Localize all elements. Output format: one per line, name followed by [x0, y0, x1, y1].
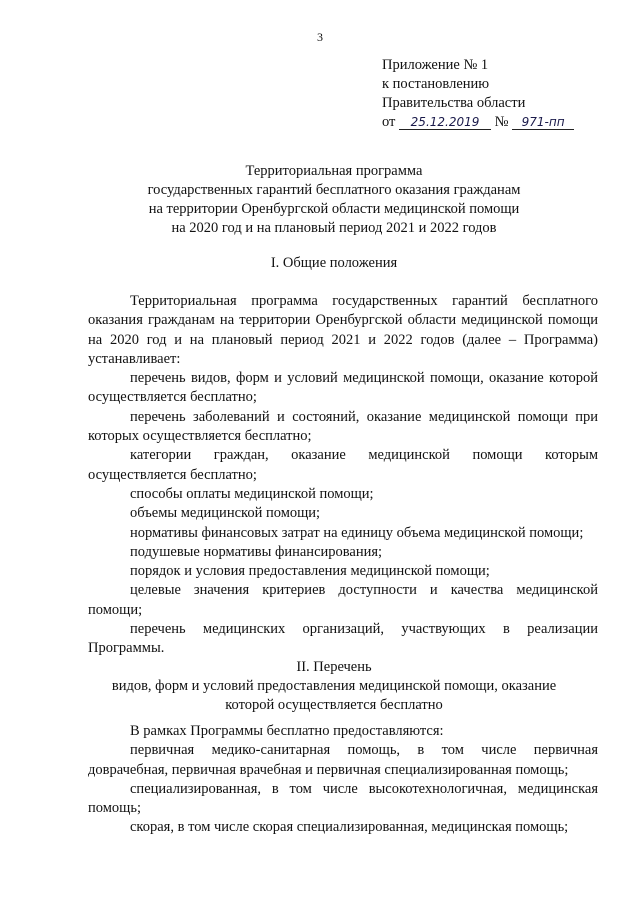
- section-2-heading-line-3: которой осуществляется бесплатно: [225, 697, 443, 713]
- list-item: перечень видов, форм и условий медицинской помощи, оказание которой осуществляется бесплатно;: [88, 370, 598, 406]
- section-2-heading-line-2: видов, форм и условий предоставления медицинской помощи, оказание: [111, 678, 557, 694]
- list-item: подушевые нормативы финансирования;: [130, 543, 383, 560]
- title-line-3: на территории Оренбургской области медицинской помощи: [148, 201, 520, 217]
- appendix-block: [382, 56, 574, 132]
- list-item: категории граждан, оказание медицинской помощи которым осуществляется бесплатно;: [88, 447, 598, 483]
- title-line-1: Территориальная программа: [245, 163, 423, 179]
- appendix-line-1: Приложение № 1: [382, 57, 489, 73]
- number-prefix: №: [494, 114, 509, 130]
- handwritten-number: 971-пп: [512, 115, 574, 130]
- list-item: перечень заболеваний и состояний, оказание медицинской помощи при которых осуществляется бесплатно;: [88, 408, 598, 445]
- program-title: [60, 162, 608, 238]
- appendix-line-2: к постановлению: [382, 76, 490, 92]
- title-line-2: государственных гарантий бесплатного оказания гражданам: [147, 182, 521, 198]
- list-item: порядок и условия предоставления медицинской помощи;: [130, 563, 490, 580]
- section-1-body: [88, 292, 598, 659]
- appendix-line-3: Правительства области: [382, 95, 526, 111]
- handwritten-date: 25.12.2019: [399, 115, 491, 130]
- list-item: нормативы финансовых затрат на единицу объема медицинской помощи;: [130, 524, 584, 541]
- date-prefix: от: [382, 114, 396, 130]
- list-item: скорая, в том числе скорая специализированная, медицинская помощь;: [130, 819, 569, 836]
- section-1-heading: I. Общие положения: [270, 255, 398, 271]
- section-1-intro: Территориальная программа государственных гарантий бесплатного оказания гражданам на территории Оренбургской области медицинской помощи на 2020 год и на плановый период 2021 и 2022 годов (далее – Программа) устанавливает:: [88, 293, 598, 367]
- section-2-heading-line-1: II. Перечень: [296, 659, 372, 675]
- list-item: способы оплаты медицинской помощи;: [130, 485, 374, 502]
- section-2-heading: [60, 658, 608, 715]
- title-line-4: на 2020 год и на плановый период 2021 и 2022 годов: [171, 220, 497, 236]
- page-number: 3: [317, 30, 323, 44]
- section-2-intro: В рамках Программы бесплатно предоставляются:: [130, 723, 444, 739]
- list-item: объемы медицинской помощи;: [130, 505, 321, 522]
- list-item: первичная медико-санитарная помощь, в том числе первичная доврачебная, первичная врачебная и первичная специализированная помощь;: [88, 742, 598, 778]
- list-item: целевые значения критериев доступности и качества медицинской помощи;: [88, 582, 598, 618]
- list-item: специализированная, в том числе высокотехнологичная, медицинская помощь;: [88, 780, 598, 817]
- list-item: перечень медицинских организаций, участвующих в реализации Программы.: [88, 621, 598, 657]
- section-2-body: [88, 722, 598, 838]
- appendix-date-line: [382, 113, 574, 132]
